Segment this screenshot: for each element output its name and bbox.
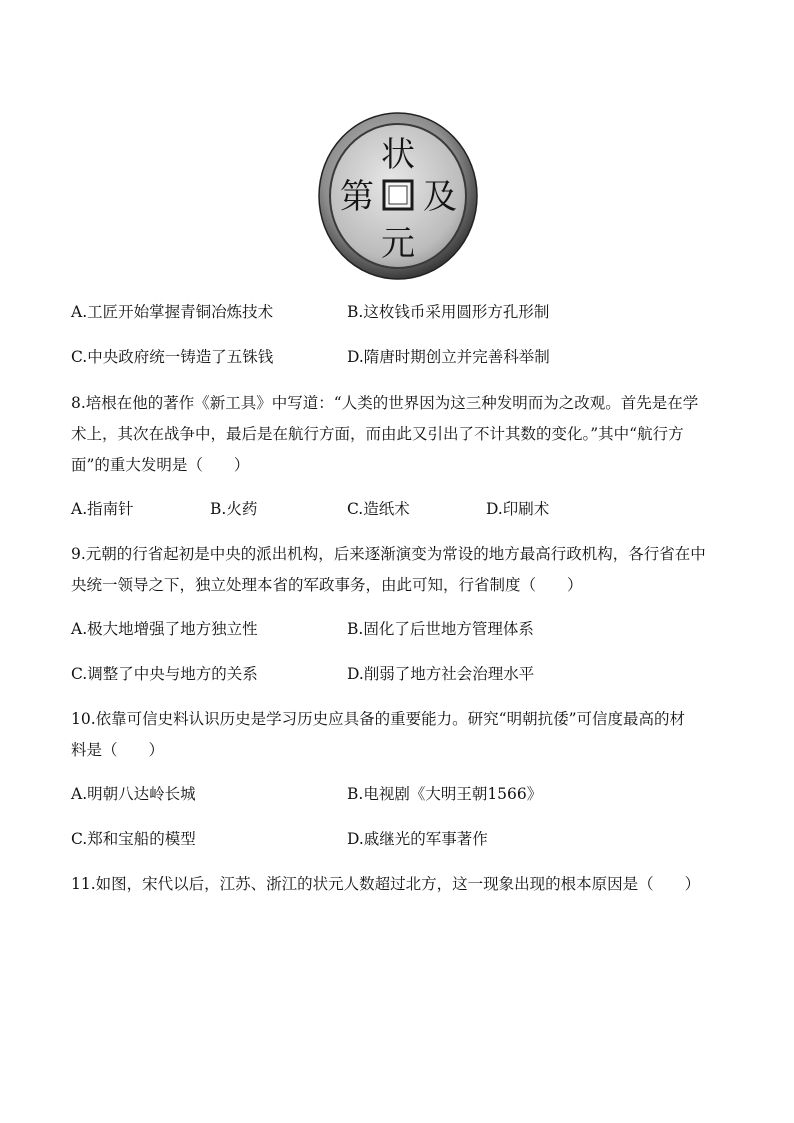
coin-char-top: 状 [381, 135, 415, 175]
q9-option-b[interactable]: B.固化了后世地方管理体系 [347, 620, 534, 638]
q7-option-b[interactable]: B.这枚钱币采用圆形方孔形制 [347, 303, 550, 321]
q10-option-a[interactable]: A.明朝八达岭长城 [71, 785, 196, 803]
q8-stem-line-3: 面”的重大发明是（ ） [71, 456, 250, 474]
q10-option-c[interactable]: C.郑和宝船的模型 [71, 830, 196, 848]
q8-stem-line-2: 术上，其次在战争中，最后是在航行方面，而由此又引出了不计其数的变化。”其中“航行方 [71, 425, 684, 443]
q9-stem-line-1: 9.元朝的行省起初是中央的派出机构，后来逐渐演变为常设的地方最高行政机构，各行省在中 [71, 545, 706, 563]
q11-stem-line-1: 11.如图，宋代以后，江苏、浙江的状元人数超过北方，这一现象出现的根本原因是（ ） [71, 875, 701, 893]
q10-stem-line-2: 料是（ ） [71, 741, 165, 759]
coin-char-left: 第 [340, 177, 374, 217]
q7-option-c[interactable]: C.中央政府统一铸造了五铢钱 [71, 348, 274, 366]
coin-image [318, 112, 478, 280]
q8-option-a[interactable]: A.指南针 [71, 500, 134, 518]
q9-stem-line-2: 央统一领导之下，独立处理本省的军政事务，由此可知，行省制度（ ） [71, 576, 583, 594]
q8-stem-line-1: 8.培根在他的著作《新工具》中写道：“人类的世界因为这三种发明而为之改观。首先是在学 [71, 394, 699, 412]
coin-char-bottom: 元 [381, 224, 415, 264]
coin-char-right: 及 [423, 177, 457, 217]
q7-option-d[interactable]: D.隋唐时期创立并完善科举制 [347, 348, 550, 366]
q9-option-a[interactable]: A.极大地增强了地方独立性 [71, 620, 258, 638]
q8-option-c[interactable]: C.造纸术 [347, 500, 410, 518]
q9-option-c[interactable]: C.调整了中央与地方的关系 [71, 665, 258, 683]
q8-option-d[interactable]: D.印刷术 [486, 500, 550, 518]
q10-option-d[interactable]: D.戚继光的军事著作 [347, 830, 488, 848]
q10-stem-line-1: 10.依靠可信史料认识历史是学习历史应具备的重要能力。研究“明朝抗倭”可信度最高的材 [71, 710, 686, 728]
coin-illustration [318, 112, 478, 280]
q8-option-b[interactable]: B.火药 [210, 500, 258, 518]
q7-option-a[interactable]: A.工匠开始掌握青铜冶炼技术 [71, 303, 274, 321]
q10-option-b[interactable]: B.电视剧《大明王朝1566》 [347, 785, 543, 803]
q9-option-d[interactable]: D.削弱了地方社会治理水平 [347, 665, 535, 683]
